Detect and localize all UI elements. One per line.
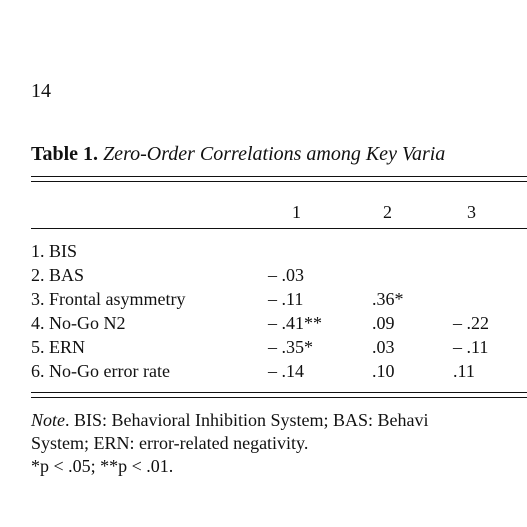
- page-number: 14: [31, 80, 51, 102]
- table-top-rule-1: [31, 176, 527, 177]
- table-cell: – .03: [268, 265, 304, 285]
- table-cell: .03: [372, 337, 395, 357]
- table-row-label: 2. BAS: [31, 265, 85, 285]
- table-cell: – .14: [268, 361, 304, 381]
- table-cell: – .41**: [268, 313, 322, 333]
- table-bottom-rule-2: [31, 397, 527, 398]
- table-header-col-2: 2: [383, 202, 392, 222]
- table-header-rule: [31, 228, 527, 229]
- table-title: Zero-Order Correlations among Key Varia: [103, 143, 446, 165]
- table-header-col-3: 3: [467, 202, 476, 222]
- table-row-label: 1. BIS: [31, 241, 78, 261]
- table-row-label: 6. No-Go error rate: [31, 361, 170, 381]
- table-note-line-3: *p < .05; **p < .01.: [31, 456, 174, 476]
- table-cell: .10: [372, 361, 395, 381]
- table-cell: .36*: [372, 289, 404, 309]
- table-label: Table 1.: [31, 143, 99, 165]
- table-row-label: 3. Frontal asymmetry: [31, 289, 186, 309]
- table-row-label: 4. No-Go N2: [31, 313, 126, 333]
- table-cell: – .22: [453, 313, 489, 333]
- table-caption: [31, 142, 445, 166]
- table-header-col-1: 1: [292, 202, 301, 222]
- note-line-1-text: . BIS: Behavioral Inhibition System; BAS: Behavi: [65, 410, 429, 430]
- table-cell: .09: [372, 313, 395, 333]
- table-note: [31, 409, 429, 478]
- table-cell: – .35*: [268, 337, 313, 357]
- table-cell: .11: [453, 361, 475, 381]
- table-bottom-rule-1: [31, 392, 527, 393]
- note-prefix: Note: [31, 410, 65, 430]
- table-cell: – .11: [453, 337, 489, 357]
- table-note-line-1: [31, 409, 429, 432]
- table-top-rule-2: [31, 181, 527, 182]
- table-cell: – .11: [268, 289, 304, 309]
- table-row-label: 5. ERN: [31, 337, 85, 357]
- table-note-line-2: System; ERN: error-related negativity.: [31, 433, 309, 453]
